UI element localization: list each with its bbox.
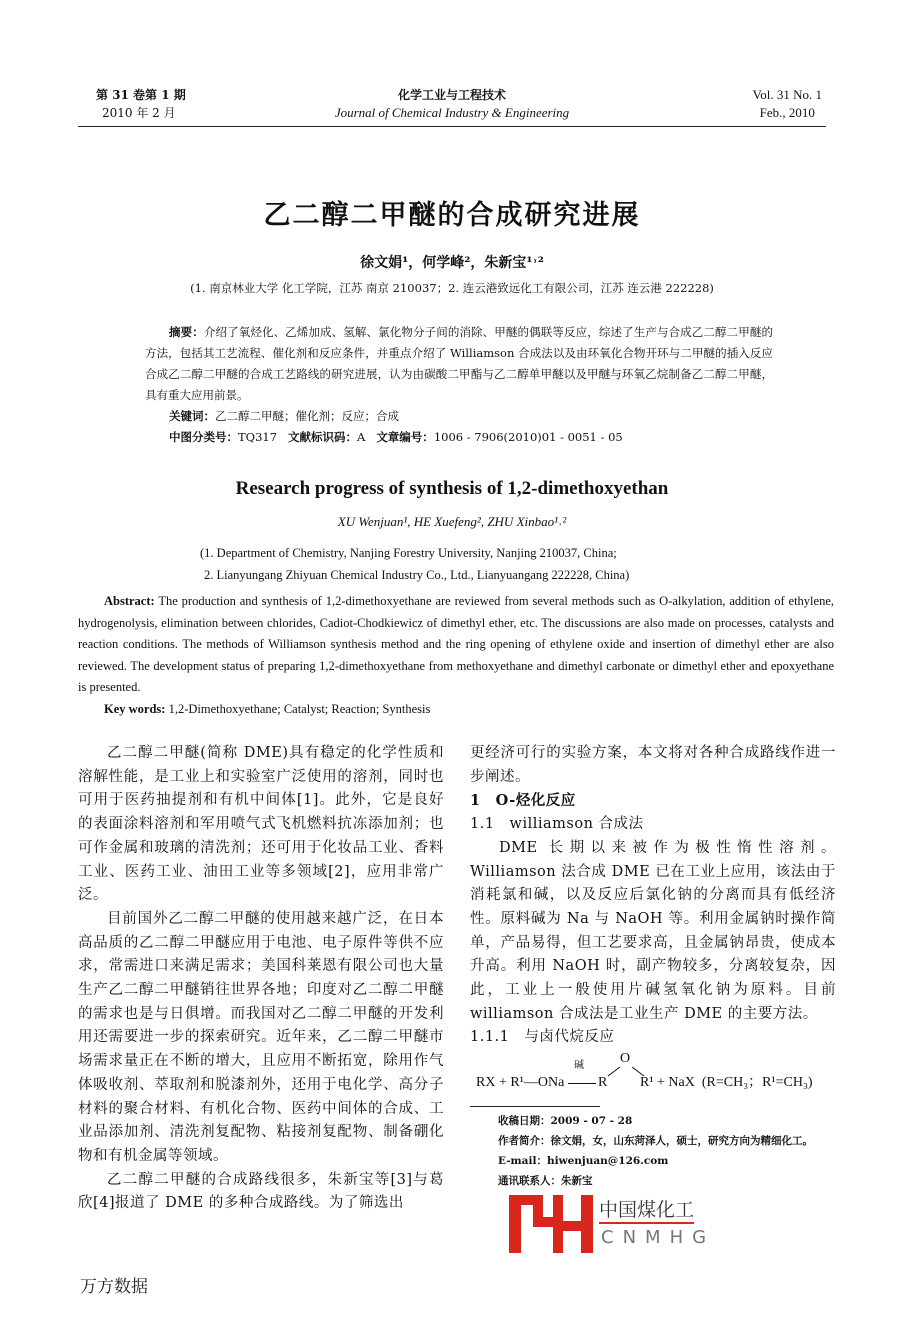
paragraph: 乙二醇二甲醚(简称 DME)具有稳定的化学性质和溶解性能，是工业上和实验室广泛使用的溶剂，同时也可用于医药抽提剂和有机中间体[1]。此外，它是良好的表面涂料溶剂和军用喷气式飞机燃料抗冻添加剂；也可作金属和玻璃的清洗剂；还可用于化妆品工业、香料工业、医药工业、油田工业等多领域[2]，应用非常广泛。 [78,745,444,904]
doc-code-value: A [357,430,366,444]
clc-value: TQ317 [238,430,278,444]
header-center [300,86,604,122]
subsubsection-heading: 1.1.1 与卤代烷反应 [470,1029,615,1046]
paragraph: 目前国外乙二醇二甲醚的使用越来越广泛，在日本高品质的乙二醇二甲醚应用于电池、电子原件等供不应求，常需进口来满足需求；美国科莱恩有限公司也大量生产乙二醇二甲醚销往世界各地；印度对乙二醇二甲醚的需求也是与日俱增。而我国对乙二醇二甲醚的开发利用还需要进一步的探索研究。近年来，乙二醇二甲醚市场需求量正在不断的增大，且应用不断拓宽，除用作气体吸收剂、萃取剂和脱漆剂外，还用于电化学、高分子材料的聚合材料、有机化合物、医药中间体的合成、工业品添加剂、清洗剂复配物、粘接剂复配物、制备硼化物和有机金属等领域。 [78,910,444,1164]
abstract-text: 介绍了氧烃化、乙烯加成、氢解、氯化物分子间的消除、甲醚的偶联等反应，综述了生产与合成乙二醇二甲醚的方法，包括其工艺流程、催化剂和反应条件，并重点介绍了 Williamson 合成法以及由环氧化合物开环与二甲醚的插入反应合成乙二醇二甲醚的合成工艺路线的研究进展，认为由碳酸二甲酯与乙二醇单甲醚以及甲醚与环氧乙烷制备乙二醇二甲醚，具有重大应用前景。 [145,325,774,402]
authors-en: XU Wenjuan¹, HE Xuefeng², ZHU Xinbao¹˒² [337,514,567,529]
eq-condition: 碱 [574,1060,584,1072]
abstract-en-label: Abstract: [104,594,155,608]
journal-cn: 化学工业与工程技术 [397,88,506,102]
affiliation-en-1: (1. Department of Chemistry, Nanjing Forestry University, Nanjing 210037, China; [200,546,617,560]
affiliation-en [200,542,629,586]
clc-label: 中图分类号： [169,430,238,444]
abstract-label: 摘要： [169,325,204,339]
journal-en: Journal of Chemical Industry & Engineering [334,105,570,120]
footnote [470,1111,836,1191]
doc-code-label: 文献标识码： [288,430,358,444]
date-en: Feb., 2010 [759,105,815,120]
keywords-cn [145,406,773,427]
footer-wanfang: 万方数据 [80,1277,148,1297]
header-rule [78,126,826,127]
keywords-en-label: Key words: [104,701,166,716]
reaction-equation [476,1050,856,1100]
eq-r: R [598,1075,608,1091]
affiliation-en-2: 2. Lianyungang Zhiyuan Chemical Industry Co., Ltd., Lianyuangang 222228, China) [204,568,630,582]
keywords-en [78,699,834,721]
abstract-en-text: The production and synthesis of 1,2-dimethoxyethane are reviewed from several methods such as O-alkylation, addition of ethylene, hydrogenolysis, elimination between chlorides, Cadiot-Chodkiewicz of dimethyl ether, etc. The discussions are also made on processes, catalysts and reaction conditions. The methods of Williamson synthesis method and the ring opening of ethylene oxide and insertion of dimethyl ether are also reviewed. The development status of preparing 1,2-dimethoxyethane from methoxyethane and dimethyl carbonate or dimethyl ether and epoxyethane is presented. [78,594,834,694]
volume-cn: 第 31 卷第 1 期 [96,88,186,102]
abstract-en-block [78,591,834,720]
author-bio: 作者简介：徐文娟，女，山东菏泽人，硕士，研究方向为精细化工。 [498,1135,813,1148]
abstract-cn [145,322,773,406]
section-heading: 1 O-烃化反应 [470,792,576,810]
eq-reactants: RX + R¹—ONa [476,1075,565,1091]
footnote-rule [470,1106,600,1107]
watermark-brand-cn: 中国煤化工 [599,1195,694,1224]
right-column [470,742,836,1253]
classification [145,427,773,448]
corresponding-author: 通讯联系人：朱新宝 [498,1175,593,1188]
header-left [96,86,186,122]
header-right [753,86,822,122]
abstract-cn-block [145,322,773,448]
volume-en: Vol. 31 No. 1 [752,87,822,102]
mh-logo-icon [509,1195,595,1253]
keywords-text: 乙二醇二甲醚；催化剂；反应；合成 [215,409,399,423]
affiliation-cn: (1. 南京林业大学 化工学院，江苏 南京 210037；2. 连云港致远化工有限公司，江苏 连云港 222228) [190,281,714,295]
article-no-value: 1006 - 7906(2010)01 - 0051 - 05 [433,430,623,444]
authors-cn: 徐文娟¹，何学峰²，朱新宝¹˒² [360,255,544,271]
keywords-en-text: 1,2-Dimethoxyethane; Catalyst; Reaction; Synthesis [168,701,431,716]
received-date: 收稿日期：2009 - 07 - 28 [498,1115,633,1128]
title-cn: 乙二醇二甲醚的合成研究进展 [263,200,641,231]
paragraph: 乙二醇二甲醚的合成路线很多，朱新宝等[3]与葛欣[4]报道了 DME 的多种合成路线。为了筛选出 [78,1171,444,1212]
date-cn: 2010 年 2 月 [102,106,176,120]
watermark-brand-en: CNMHG [601,1227,716,1249]
reaction-arrow-icon [568,1083,596,1084]
watermark-logo [505,1195,715,1253]
keywords-label: 关键词： [169,409,215,423]
author-email: E-mail：hiwenjuan@126.com [498,1155,669,1168]
title-en: Research progress of synthesis of 1,2-dimethoxyethan [235,478,669,499]
abstract-en [78,591,834,699]
article-no-label: 文章编号： [376,430,434,444]
paragraph: DME 长期以来被作为极性惰性溶剂。Williamson 法合成 DME 已在工业上应用，该法由于消耗氯和碱，以及反应后氯化钠的分离而具有低经济性。原料碱为 Na 与 NaOH 等。利用金属钠时操作简单，产品易得，但工艺要求高，且金属钠昂贵，使成本升高。利用 NaOH 时，副产物较多，分离较复杂，因此，工业上一般使用片碱氢氧化钠为原料。目前 williamson 合成法是工业生产 DME 的主要方法。 [470,839,836,1022]
left-column [78,742,444,1216]
paragraph: 更经济可行的实验方案，本文将对各种合成路线作进一步阐述。 [470,745,836,785]
subsection-heading: 1.1 williamson 合成法 [470,816,644,833]
eq-products: R¹ + NaX (R=CH₃；R¹=CH₃) [640,1075,813,1091]
eq-oxygen: O [620,1051,631,1067]
